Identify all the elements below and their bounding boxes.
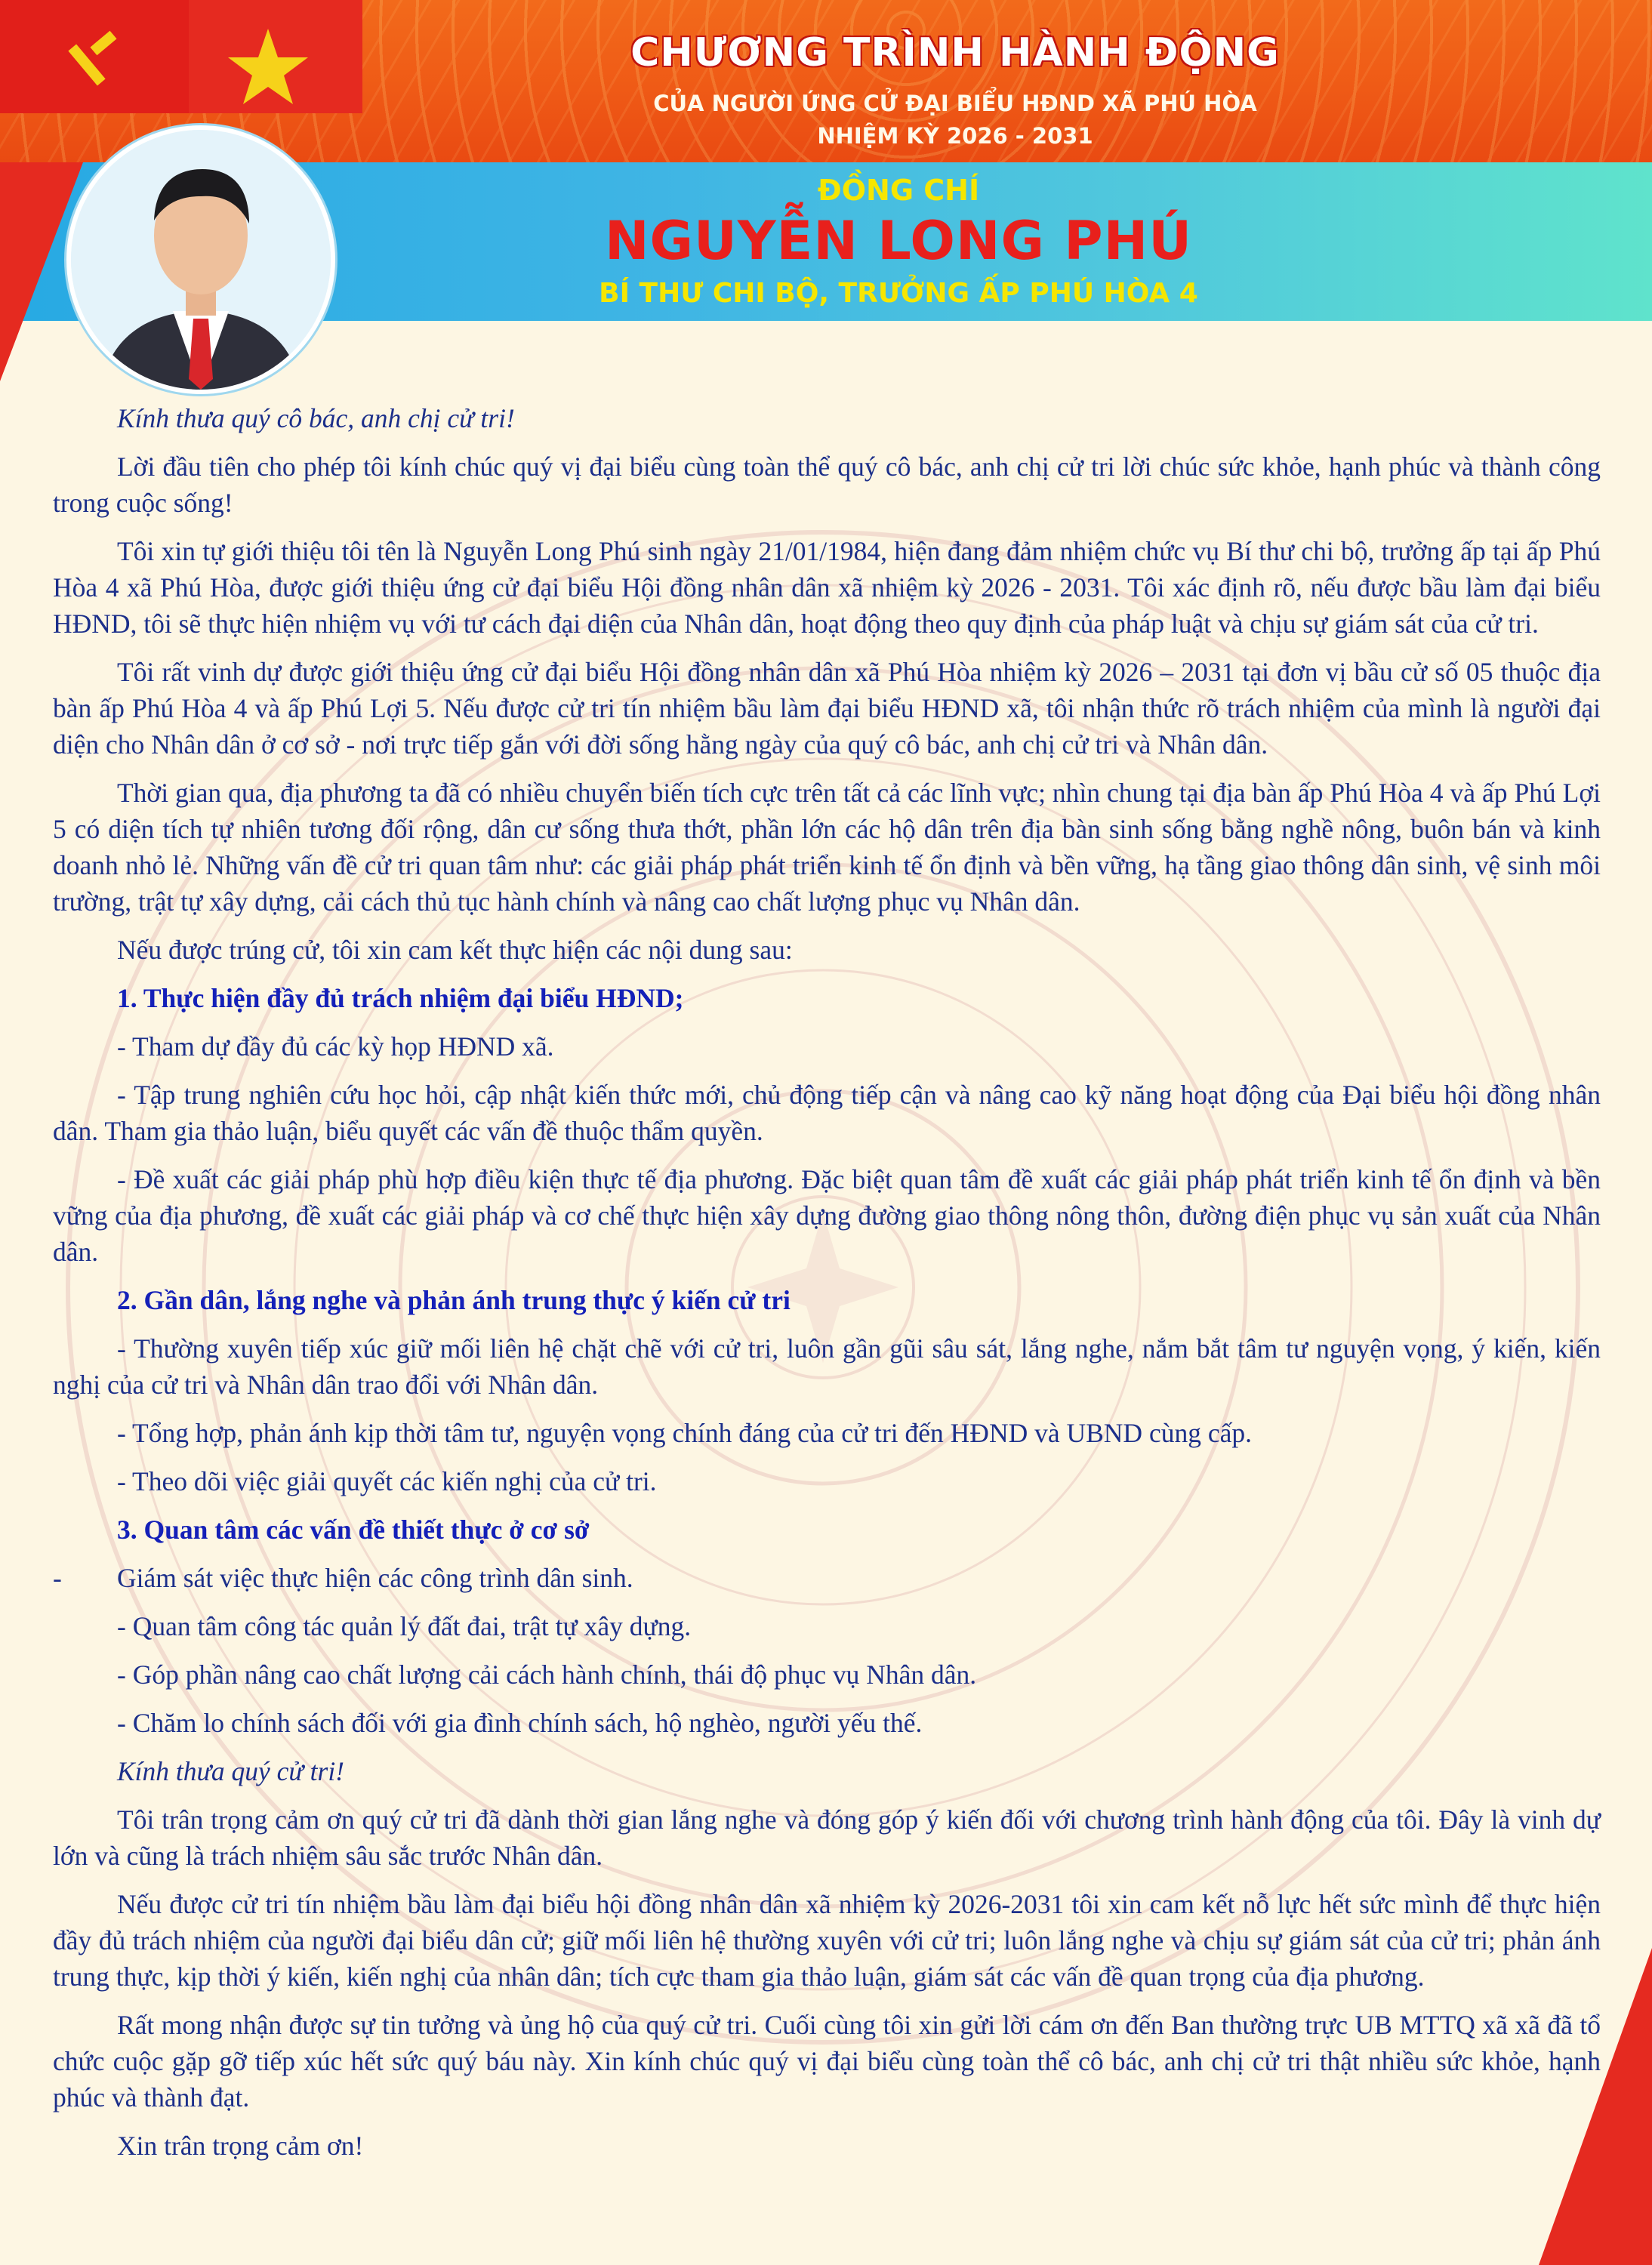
greeting-2: Kính thưa quý cử tri! [117,1756,345,1786]
paragraph-8: Rất mong nhận được sự tin tưởng và ủng hộ của quý cử tri. Cuối cùng tôi xin gửi lời cám ơn đến Ban thường trực UB MTTQ xã xã đã tổ chức cuộc gặp gỡ tiếp xúc hết sức quý báu này. Xin kính chúc quý vị đại biểu cùng toàn thể cô bác, anh chị cử tri thật nhiều sức khỏe, hạnh phúc và thành đạt. [53,2010,1601,2112]
page-subtitle: CỦA NGƯỜI ỨNG CỬ ĐẠI BIỂU HĐND XÃ PHÚ HÒA [653,91,1257,116]
paragraph-4: Thời gian qua, địa phương ta đã có nhiều chuyển biến tích cực trên tất cả các lĩnh vực; nhìn chung tại địa bàn ấp Phú Hòa 4 và ấp Phú Lợi 5 có diện tích tự nhiên tương đối rộng, dân cư sống thưa thớt, phần lớn các hộ dân trên địa bàn sinh sống bằng nghề nông, buôn bán và kinh doanh nhỏ lẻ. Những vấn đề cử tri quan tâm như: các giải pháp phát triển kinh tế ổn định và bền vững, hạ tầng giao thông dân sinh, vệ sinh môi trường, trật tự xây dựng, cải cách thủ tục hành chính và nâng cao chất lượng phục vụ Nhân dân. [53,778,1601,917]
list-item: - Theo dõi việc giải quyết các kiến nghị của cử tri. [117,1466,657,1496]
candidate-name: NGUYỄN LONG PHÚ [604,210,1193,272]
dash-mark: - [53,1563,62,1593]
greeting: Kính thưa quý cô bác, anh chị cử tri! [117,403,515,433]
yellow-star-icon [227,27,310,106]
paragraph-1: Lời đầu tiên cho phép tôi kính chúc quý vị đại biểu cùng toàn thể quý cô bác, anh chị cử tri lời chúc sức khỏe, hạnh phúc và thành công trong cuộc sống! [53,451,1601,518]
list-item: - Góp phần nâng cao chất lượng cải cách hành chính, thái độ phục vụ Nhân dân. [117,1659,977,1690]
paragraph-2: Tôi xin tự giới thiệu tôi tên là Nguyễn Long Phú sinh ngày 21/01/1984, hiện đang đảm nhiệm chức vụ Bí thư chi bộ, trưởng ấp tại ấp Phú Hòa 4 xã Phú Hòa, được giới thiệu ứng cử đại biểu Hội đồng nhân dân xã nhiệm kỳ 2026 - 2031. Tôi xác định rõ, nếu được bầu làm đại biểu HĐND, tôi sẽ thực hiện nhiệm vụ với tư cách đại diện của Nhân dân, hoạt động theo quy định của pháp luật và chịu sự giám sát của cử tri. [53,536,1601,639]
paragraph-6: Tôi trân trọng cảm ơn quý cử tri đã dành thời gian lắng nghe và đóng góp ý kiến đối với chương trình hành động của tôi. Đây là vinh dự lớn và cũng là trách nhiệm sâu sắc trước Nhân dân. [53,1804,1601,1871]
paragraph-5: Nếu được trúng cử, tôi xin cam kết thực hiện các nội dung sau: [117,935,793,965]
list-item: - Tổng hợp, phản ánh kịp thời tâm tư, nguyện vọng chính đáng của cử tri đến HĐND và UBND cùng cấp. [117,1418,1252,1448]
closing: Xin trân trọng cảm ơn! [117,2131,364,2161]
page-title: CHƯƠNG TRÌNH HÀNH ĐỘNG [630,30,1280,76]
list-item: - Tập trung nghiên cứu học hỏi, cập nhật kiến thức mới, chủ động tiếp cận và nâng cao kỹ năng hoạt động của Đại biểu hội đồng nhân dân. Tham gia thảo luận, biểu quyết các vấn đề thuộc thẩm quyền. [53,1080,1601,1146]
hammer-sickle-icon [60,29,136,97]
list-item: - Đề xuất các giải pháp phù hợp điều kiện thực tế địa phương. Đặc biệt quan tâm đề xuất các giải pháp phát triển kinh tế ổn định và bền vững của địa phương, đề xuất các giải pháp và cơ chế thực hiện xây dựng đường giao thông nông thôn, đường điện phục vụ sản xuất của Nhân dân. [53,1164,1601,1267]
list-item: - Tham dự đầy đủ các kỳ họp HĐND xã. [117,1031,554,1062]
list-item-text: Giám sát việc thực hiện các công trình dân sinh. [117,1563,633,1593]
portrait-icon [71,130,331,390]
candidate-photo [66,125,335,394]
list-item: - Quan tâm công tác quản lý đất đai, trật tự xây dựng. [117,1611,692,1641]
list-item: - Thường xuyên tiếp xúc giữ mối liên hệ chặt chẽ với cử tri, luôn gần gũi sâu sát, lắng nghe, nắm bắt tâm tư nguyện vọng, ý kiến, kiến nghị của cử tri và Nhân dân trao đổi với Nhân dân. [53,1333,1601,1400]
section-heading-1: 1. Thực hiện đầy đủ trách nhiệm đại biểu HĐND; [117,983,684,1013]
letter-body [53,400,1601,2176]
section-heading-2: 2. Gần dân, lắng nghe và phản ánh trung thực ý kiến cử tri [117,1285,791,1315]
paragraph-7: Nếu được cử tri tín nhiệm bầu làm đại biểu hội đồng nhân dân xã nhiệm kỳ 2026-2031 tôi xin cam kết nỗ lực hết sức mình để thực hiện đầy đủ trách nhiệm của người đại biểu dân cử; giữ mối liên hệ thường xuyên với cử tri; luôn lắng nghe và chịu sự giám sát của cử tri; phản ánh trung thực, kịp thời ý kiến, kiến nghị của nhân dân; tích cực tham gia thảo luận, giám sát các vấn đề quan trọng của địa phương. [53,1889,1601,1992]
section-heading-3: 3. Quan tâm các vấn đề thiết thực ở cơ sở [117,1515,590,1545]
comrade-label: ĐỒNG CHÍ [817,174,980,207]
term-label: NHIỆM KỲ 2026 - 2031 [817,123,1093,149]
list-item: - Chăm lo chính sách đối với gia đình chính sách, hộ nghèo, người yếu thế. [117,1708,923,1738]
list-item [53,1560,1601,1596]
candidate-position: BÍ THƯ CHI BỘ, TRƯỞNG ẤP PHÚ HÒA 4 [599,278,1198,309]
paragraph-3: Tôi rất vinh dự được giới thiệu ứng cử đại biểu Hội đồng nhân dân xã Phú Hòa nhiệm kỳ 2026 – 2031 tại đơn vị bầu cử số 05 thuộc địa bàn ấp Phú Hòa 4 và ấp Phú Lợi 5. Nếu được cử tri tín nhiệm bầu làm đại biểu HĐND xã, tôi nhận thức rõ trách nhiệm của mình là người đại diện cho Nhân dân ở cơ sở - nơi trực tiếp gắn với đời sống hằng ngày của quý cô bác, anh chị cử tri và Nhân dân. [53,657,1601,760]
